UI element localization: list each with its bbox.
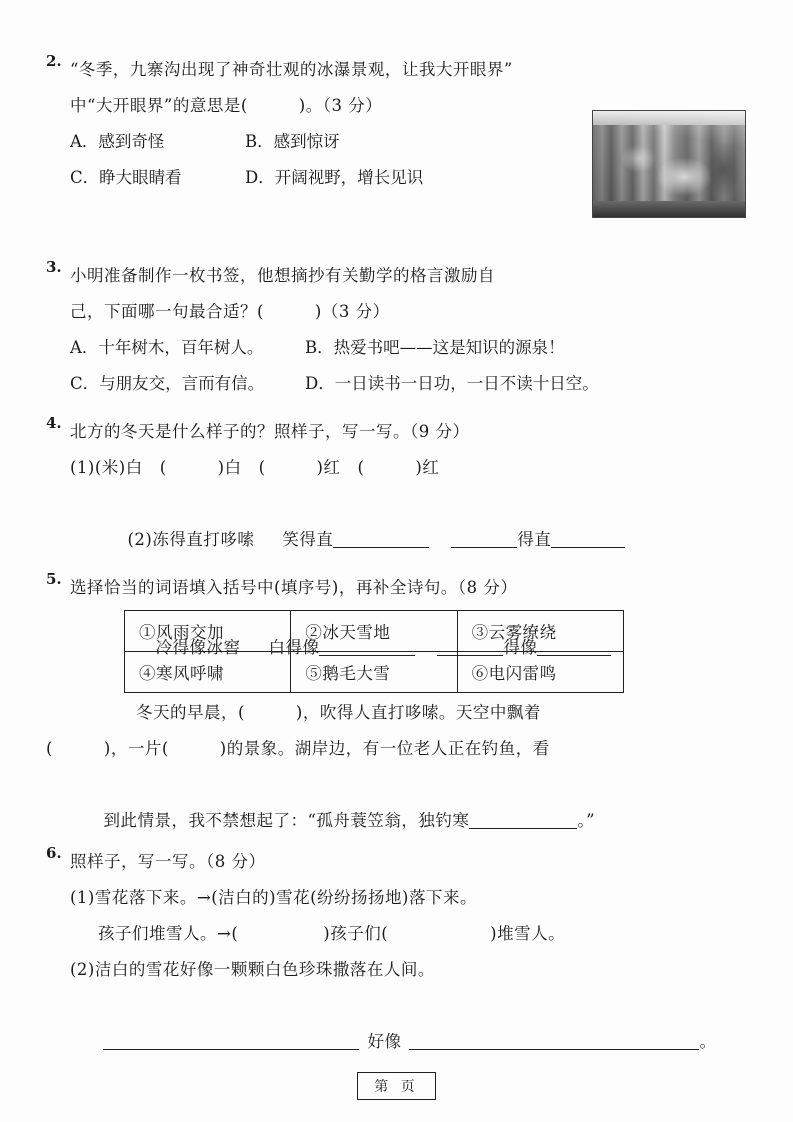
word-option-3[interactable]: ③云雾缭绕 — [457, 611, 623, 652]
question-4-blank-3[interactable] — [551, 529, 625, 548]
question-5-para-2[interactable]: ( )，一片( )的景象。湖岸边，有一位老人正在钓鱼，看 — [46, 739, 550, 758]
question-5-poem-blank[interactable] — [469, 810, 577, 829]
question-2-line-2: 中“大开眼界”的意思是( )。（3 分） — [70, 96, 383, 115]
question-6-blank-left[interactable] — [103, 1031, 359, 1050]
question-4-sub3-left: 冷得像冰窖 — [155, 638, 241, 657]
question-5-para-3-end: 。” — [577, 811, 596, 830]
question-5-title: 选择恰当的词语填入括号中(填序号)，再补全诗句。（8 分） — [70, 578, 518, 597]
word-option-1[interactable]: ①风雨交加 — [125, 611, 291, 652]
question-6 — [46, 844, 746, 1051]
word-option-5[interactable]: ⑤鹅毛大雪 — [291, 652, 457, 693]
question-3-options-row-1 — [70, 330, 746, 366]
question-4-sub-1[interactable]: (1)(米)白 ( )白 ( )红 ( )红 — [70, 458, 440, 477]
question-6-example-1: (1)雪花落下来。→(洁白的)雪花(纷纷扬扬地)落下来。 — [70, 888, 477, 907]
question-6-blank-right[interactable] — [409, 1031, 699, 1050]
question-3-options-row-2 — [70, 366, 746, 402]
word-option-4[interactable]: ④寒风呼啸 — [125, 652, 291, 693]
question-6-keyword: 好像 — [367, 1032, 402, 1051]
question-3-option-d[interactable]: D．一日读书一日功，一日不读十日空。 — [305, 374, 599, 393]
question-2-option-c[interactable]: C．睁大眼睛看 — [70, 168, 182, 187]
question-6-example-2: (2)洁白的雪花好像一颗颗白色珍珠撒落在人间。 — [70, 960, 435, 979]
question-4-sub2-mid: 笑得直 — [282, 530, 334, 549]
question-2-option-b[interactable]: B．感到惊讶 — [245, 132, 340, 151]
question-4-blank-2[interactable] — [451, 529, 517, 548]
photo-ground — [593, 201, 745, 217]
question-4-sub3-mid: 白得像 — [268, 638, 320, 657]
question-3-option-a[interactable]: A．十年树木，百年树人。 — [70, 338, 264, 357]
word-option-6[interactable]: ⑥电闪雷鸣 — [457, 652, 623, 693]
question-5 — [46, 570, 746, 838]
question-2-number: 2. — [46, 52, 62, 70]
question-5-para-3-text: 到此情景，我不禁想起了：“孤舟蓑笠翁，独钓寒 — [103, 811, 470, 830]
question-6-number: 6. — [46, 844, 62, 862]
question-3-option-b[interactable]: B．热爱书吧——这是知识的源泉！ — [305, 338, 565, 357]
question-4-sub2-right: 得直 — [517, 530, 552, 549]
question-6-body — [70, 844, 746, 1096]
question-2-option-d[interactable]: D．开阔视野，增长见识 — [245, 168, 424, 187]
question-2-option-a[interactable]: A．感到奇怪 — [70, 132, 165, 151]
question-6-period: 。 — [699, 1032, 717, 1051]
page-footer — [0, 1072, 793, 1100]
question-2 — [46, 52, 746, 252]
table-row — [125, 652, 624, 693]
question-4-sub2-left: (2)冻得直打哆嗦 — [127, 530, 255, 549]
word-bank-table — [124, 610, 624, 693]
question-5-body — [46, 570, 746, 875]
question-3-number: 3. — [46, 258, 62, 276]
icefall-photo — [592, 110, 746, 218]
worksheet-body — [46, 52, 746, 1082]
question-3-line-2: 己，下面哪一句最合适？( )（3 分） — [70, 302, 390, 321]
page-number-box: 第 页 — [357, 1072, 435, 1100]
question-3-body — [70, 258, 746, 402]
word-option-2[interactable]: ②冰天雪地 — [291, 611, 457, 652]
question-5-para-1[interactable]: 冬天的早晨，( )，吹得人直打哆嗦。天空中飘着 — [136, 703, 541, 722]
question-3-option-c[interactable]: C．与朋友交，言而有信。 — [70, 374, 265, 393]
question-4-sub3-right: 得像 — [503, 638, 538, 657]
question-6-title: 照样子，写一写。（8 分） — [70, 852, 266, 871]
question-3 — [46, 258, 746, 408]
question-4-blank-1[interactable] — [333, 529, 429, 548]
question-2-line-1: “冬季，九寨沟出现了神奇壮观的冰瀑景观，让我大开眼界” — [70, 60, 513, 79]
table-row — [125, 611, 624, 652]
question-4-title: 北方的冬天是什么样子的？照样子，写一写。（9 分） — [70, 422, 470, 441]
question-6-exercise-1[interactable]: 孩子们堆雪人。→( )孩子们( )堆雪人。 — [98, 924, 566, 943]
question-3-line-1: 小明准备制作一枚书签，他想摘抄有关勤学的格言激励自 — [70, 266, 495, 285]
question-4-number: 4. — [46, 414, 62, 432]
question-5-number: 5. — [46, 570, 62, 588]
